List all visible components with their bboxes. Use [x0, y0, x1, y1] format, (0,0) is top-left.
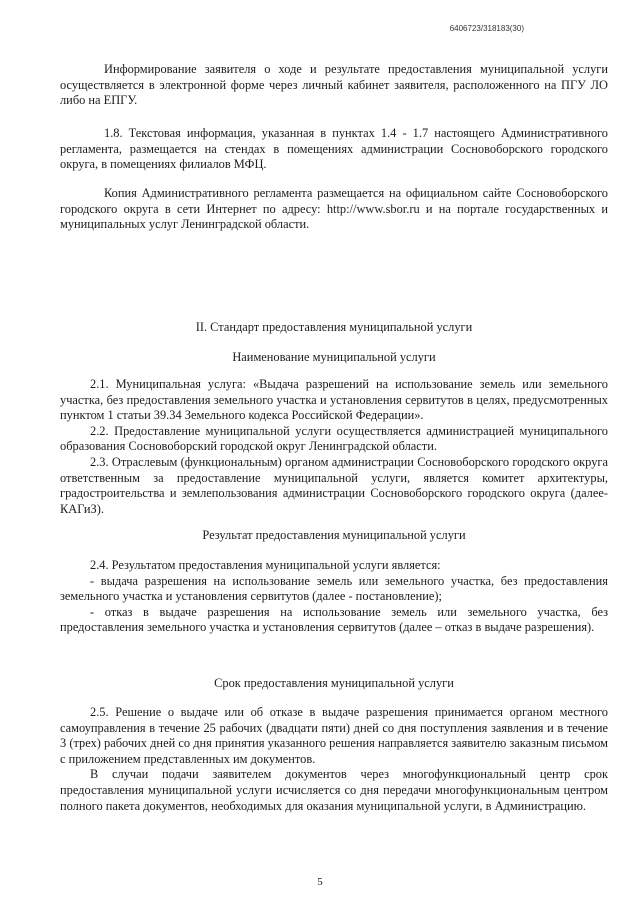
paragraph-2-5-b: В случаи подачи заявителем документов через многофункциональный центр срок предоставления муниципальной услуги исчисляется со дня передачи многофункциональным центром полного пакета документов, необходимых для оказания муниципальной услуги, в Администрацию.	[60, 767, 608, 813]
paragraph-2-4-a: - выдача разрешения на использование земель или земельного участка, без предоставления земельного участка и установления сервитутов (далее - постановление);	[60, 573, 608, 604]
page-number: 5	[317, 876, 323, 888]
subheading-result: Результат предоставления муниципальной услуги	[202, 528, 466, 542]
document-id: 6406723/318183(30)	[449, 24, 524, 33]
paragraph-2-1: 2.1. Муниципальная услуга: «Выдача разрешений на использование земель или земельного участка, без предоставления земельного участка и установления сервитутов в целях, предусмотренных пунктом 1 статьи 39.34 Земельного кодекса Российской Федерации».	[60, 377, 608, 423]
paragraph-copy: Копия Административного регламента размещается на официальном сайте Сосновоборского городского округа в сети Интернет по адресу: http://www.sbor.ru и на портале государственных и муниципальных услуг Ленинградской области.	[60, 186, 608, 232]
paragraph-inform: Информирование заявителя о ходе и результате предоставления муниципальной услуги осуществляется в электронной форме через личный кабинет заявителя, расположенного на ПГУ ЛО либо на ЕПГУ.	[60, 62, 608, 108]
section-title: II. Стандарт предоставления муниципальной услуги	[195, 320, 473, 334]
subheading-term: Срок предоставления муниципальной услуги	[214, 676, 454, 690]
paragraph-1-8: 1.8. Текстовая информация, указанная в пунктах 1.4 - 1.7 настоящего Административного регламента, размещается на стендах в помещениях администрации Сосновоборского городского округа, в помещениях филиалов МФЦ.	[60, 126, 608, 172]
paragraph-2-3: 2.3. Отраслевым (функциональным) органом администрации Сосновоборского городского округа ответственным за предоставление муниципальной услуги, является комитет архитектуры, градостроительства и землепользования администрации Сосновоборского городского округа (далее-КАГиЗ).	[60, 454, 608, 516]
paragraph-2-4-b: - отказ в выдаче разрешения на использование земель или земельного участка, без предоставления земельного участка и установления сервитутов (далее – отказ в выдаче разрешения).	[60, 604, 608, 635]
paragraph-2-2: 2.2. Предоставление муниципальной услуги осуществляется администрацией муниципального образования Сосновоборский городской округ Ленинградской области.	[60, 423, 608, 454]
paragraph-2-5: 2.5. Решение о выдаче или об отказе в выдаче разрешения принимается органом местного самоуправления в течение 25 рабочих (двадцати пяти) дней со дня поступления заявления и в течение 3 (трех) рабочих дней со дня принятия указанного решения направляется заявителю заказным письмом с приложением представленных им документов.	[60, 705, 608, 766]
paragraph-2-4: 2.4. Результатом предоставления муниципальной услуги является:	[90, 558, 441, 572]
subheading-name: Наименование муниципальной услуги	[232, 350, 436, 364]
